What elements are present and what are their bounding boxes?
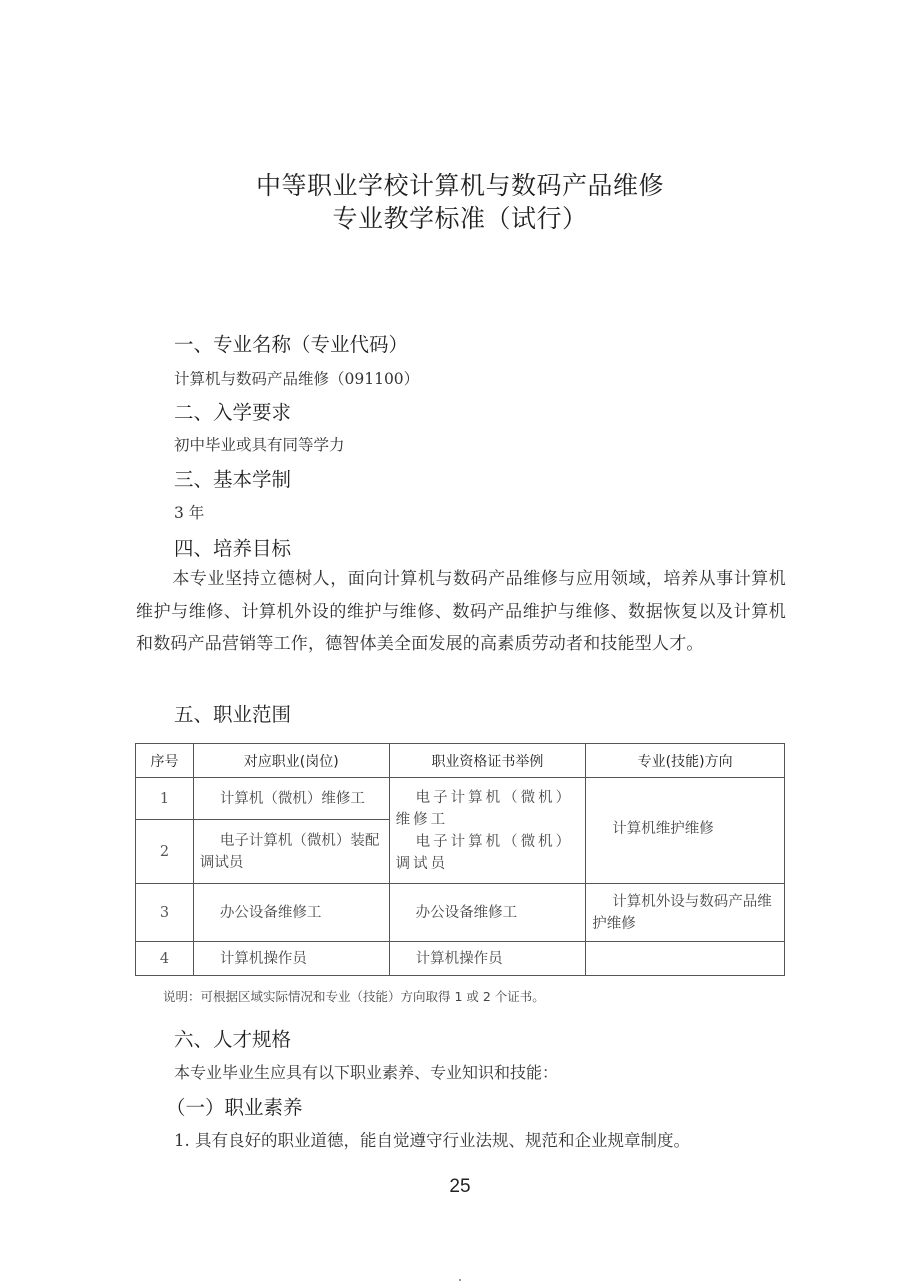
job-text: 计算机操作员 <box>219 950 307 967</box>
row-job <box>193 884 389 942</box>
cert-item <box>396 787 580 831</box>
row-job <box>193 778 389 820</box>
row-direction <box>586 942 785 976</box>
section-3-text: 3 年 <box>174 504 205 522</box>
subsection-1-heading: （一）职业素养 <box>166 1096 303 1119</box>
cert-text: 计算机操作员 <box>415 950 503 967</box>
section-4-heading: 四、培养目标 <box>174 537 292 560</box>
section-3-heading: 三、基本学制 <box>174 468 292 491</box>
header-direction: 专业(技能)方向 <box>586 744 785 778</box>
job-text: 计算机（微机）维修工 <box>219 790 365 807</box>
section-4-text: 本专业坚持立德树人，面向计算机与数码产品维修与应用领域，培养从事计算机维护与维修、计算机外设的维护与维修、数码产品维护与维修、数据恢复以及计算机和数码产品营销等工作，德智体美全面发展的高素质劳动者和技能型人才。 <box>136 569 786 655</box>
document-title-line-2: 专业教学标准（试行） <box>332 204 588 233</box>
job-text: 电子计算机（微机）装配调试员 <box>199 832 380 871</box>
row-job <box>193 942 389 976</box>
occupation-table <box>135 743 785 976</box>
table-row <box>136 884 785 942</box>
section-5-heading: 五、职业范围 <box>174 703 292 726</box>
cert-text: 电子计算机（微机）维修工 <box>395 789 574 828</box>
section-1-text: 计算机与数码产品维修（091100） <box>174 370 420 388</box>
header-num: 序号 <box>136 744 194 778</box>
section-2-text: 初中毕业或具有同等学力 <box>174 436 345 454</box>
row-direction-merged <box>586 778 785 884</box>
row-num: 1 <box>136 778 194 820</box>
row-cert <box>389 884 586 942</box>
section-2-heading: 二、入学要求 <box>174 401 292 424</box>
row-job <box>193 820 389 884</box>
cert-item <box>396 831 580 875</box>
section-6-intro: 本专业毕业生应具有以下职业素养、专业知识和技能： <box>174 1063 559 1082</box>
table-note: 说明：可根据区域实际情况和专业（技能）方向取得 1 或 2 个证书。 <box>163 989 545 1004</box>
table-row <box>136 778 785 820</box>
section-1-heading: 一、专业名称（专业代码） <box>174 333 409 356</box>
row-num: 3 <box>136 884 194 942</box>
cert-text: 电子计算机（微机）调试员 <box>395 833 574 872</box>
job-text: 办公设备维修工 <box>219 904 322 921</box>
table-header-row <box>136 744 785 778</box>
subsection-1-item-1: 1. 具有良好的职业道德，能自觉遵守行业法规、规范和企业规章制度。 <box>174 1131 690 1150</box>
cert-text: 办公设备维修工 <box>415 904 518 921</box>
section-4-paragraph <box>136 563 786 661</box>
scan-mark <box>459 1279 461 1281</box>
table-row <box>136 942 785 976</box>
page-number: 25 <box>449 1176 471 1197</box>
direction-text: 计算机外设与数码产品维护维修 <box>592 893 772 932</box>
direction-text: 计算机维护维修 <box>612 821 714 837</box>
row-direction <box>586 884 785 942</box>
row-num: 4 <box>136 942 194 976</box>
section-6-heading: 六、人才规格 <box>174 1028 292 1051</box>
row-num: 2 <box>136 820 194 884</box>
document-title-line-1: 中等职业学校计算机与数码产品维修 <box>255 171 664 200</box>
row-cert <box>389 942 586 976</box>
header-job: 对应职业(岗位) <box>193 744 389 778</box>
header-cert: 职业资格证书举例 <box>389 744 586 778</box>
row-cert-merged <box>389 778 586 884</box>
